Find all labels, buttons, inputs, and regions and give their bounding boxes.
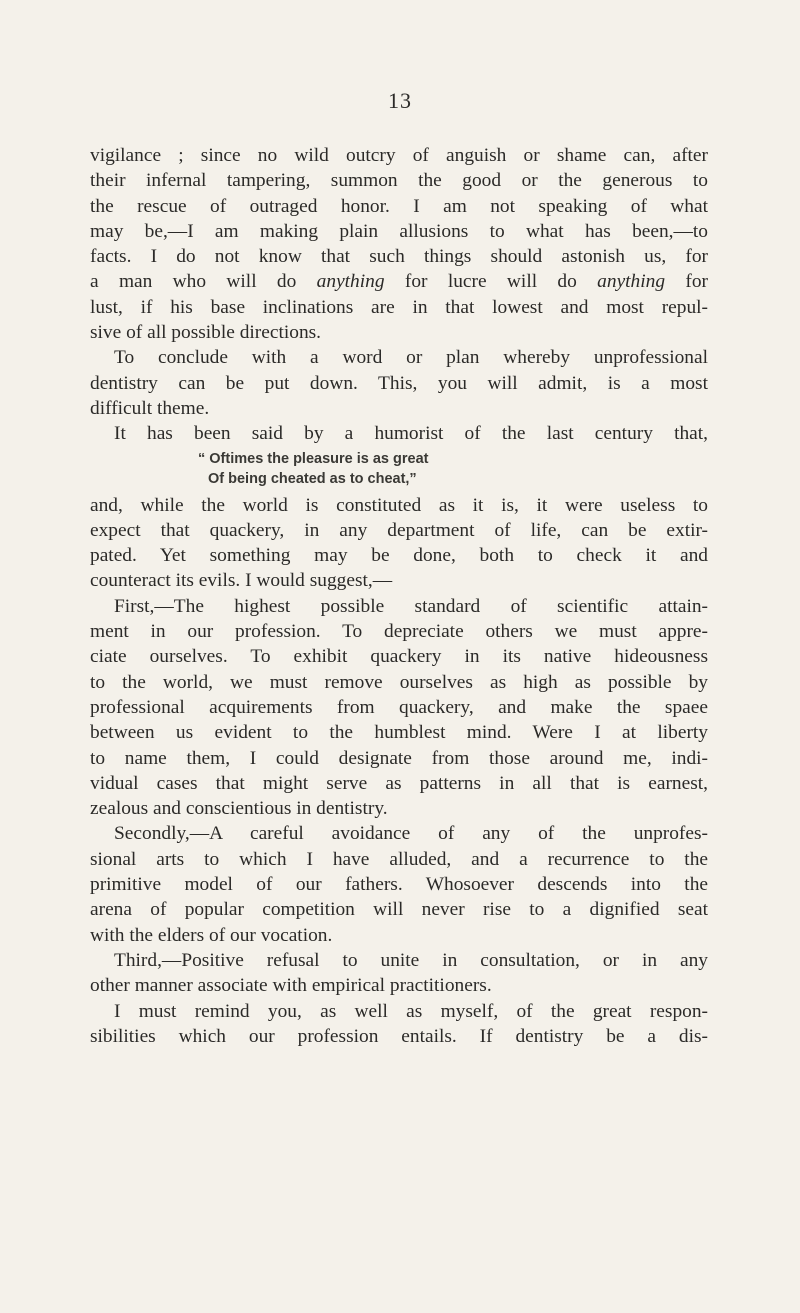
text-line: First,—The highest possible standard of scientific attain-: [114, 595, 708, 617]
text-line: ciate ourselves. To exhibit quackery in its native hideousness: [90, 646, 708, 668]
text-line: pated. Yet something may be done, both to check it and: [90, 545, 708, 567]
text-line: their infernal tampering, summon the good or the generous to: [90, 170, 708, 192]
text-line: may be,—I am making plain allusions to what has been,—to: [90, 220, 708, 242]
text-line: arena of popular competition will never rise to a dignified seat: [90, 899, 708, 921]
text-line: the rescue of outraged honor. I am not speaking of what: [90, 195, 708, 217]
text-line: ment in our profession. To depreciate others we must appre-: [90, 621, 708, 643]
text-line: It has been said by a humorist of the last century that,: [114, 423, 708, 445]
text-line: vigilance ; since no wild outcry of anguish or shame can, after: [90, 145, 708, 166]
text-line: professional acquirements from quackery, and make the spaee: [90, 696, 708, 718]
text-line: sive of all possible directions.: [90, 322, 322, 344]
text-line: difficult theme.: [90, 397, 210, 419]
quotation-line: “ Oftimes the pleasure is as great: [198, 450, 429, 467]
text-line: other manner associate with empirical practitioners.: [90, 975, 492, 997]
text-line: with the elders of our vocation.: [90, 924, 333, 946]
text-line: Secondly,—A careful avoidance of any of the unprofes-: [114, 823, 708, 845]
italic-word: anything: [316, 271, 385, 293]
text-line-with-italics: [90, 269, 708, 294]
page-number: 13: [388, 88, 412, 113]
text-segment: for lucre will do: [384, 271, 598, 293]
text-line: vidual cases that might serve as patterns in all that is earnest,: [90, 772, 708, 794]
text-line: expect that quackery, in any department of life, can be extir-: [90, 519, 708, 541]
text-segment: a man who will do: [90, 271, 317, 293]
text-line: and, while the world is constituted as it is, it were useless to: [90, 494, 708, 516]
text-line: I must remind you, as well as myself, of the great respon-: [114, 1000, 708, 1022]
text-line: between us evident to the humblest mind. Were I at liberty: [90, 722, 708, 744]
text-line: To conclude with a word or plan whereby unprofessional: [114, 347, 708, 369]
text-line: Third,—Positive refusal to unite in consultation, or in any: [114, 949, 708, 971]
body-text: [90, 143, 708, 1049]
text-line: lust, if his base inclinations are in that lowest and most repul-: [90, 296, 708, 318]
text-line: counteract its evils. I would suggest,—: [90, 570, 393, 592]
text-line: zealous and conscientious in dentistry.: [90, 798, 388, 820]
text-line: to the world, we must remove ourselves as high as possible by: [90, 671, 708, 693]
text-line: facts. I do not know that such things should astonish us, for: [90, 246, 708, 268]
text-line: dentistry can be put down. This, you will admit, is a most: [90, 372, 708, 394]
text-line: to name them, I could designate from those around me, indi-: [90, 747, 708, 769]
text-line: sibilities which our profession entails. If dentistry be a dis-: [90, 1025, 708, 1047]
quotation-line: Of being cheated as to cheat,”: [208, 470, 417, 487]
italic-word: anything: [597, 271, 666, 293]
text-line: sional arts to which I have alluded, and a recurrence to the: [90, 848, 708, 870]
text-segment: for: [665, 271, 708, 293]
text-line: primitive model of our fathers. Whosoever descends into the: [90, 874, 708, 896]
